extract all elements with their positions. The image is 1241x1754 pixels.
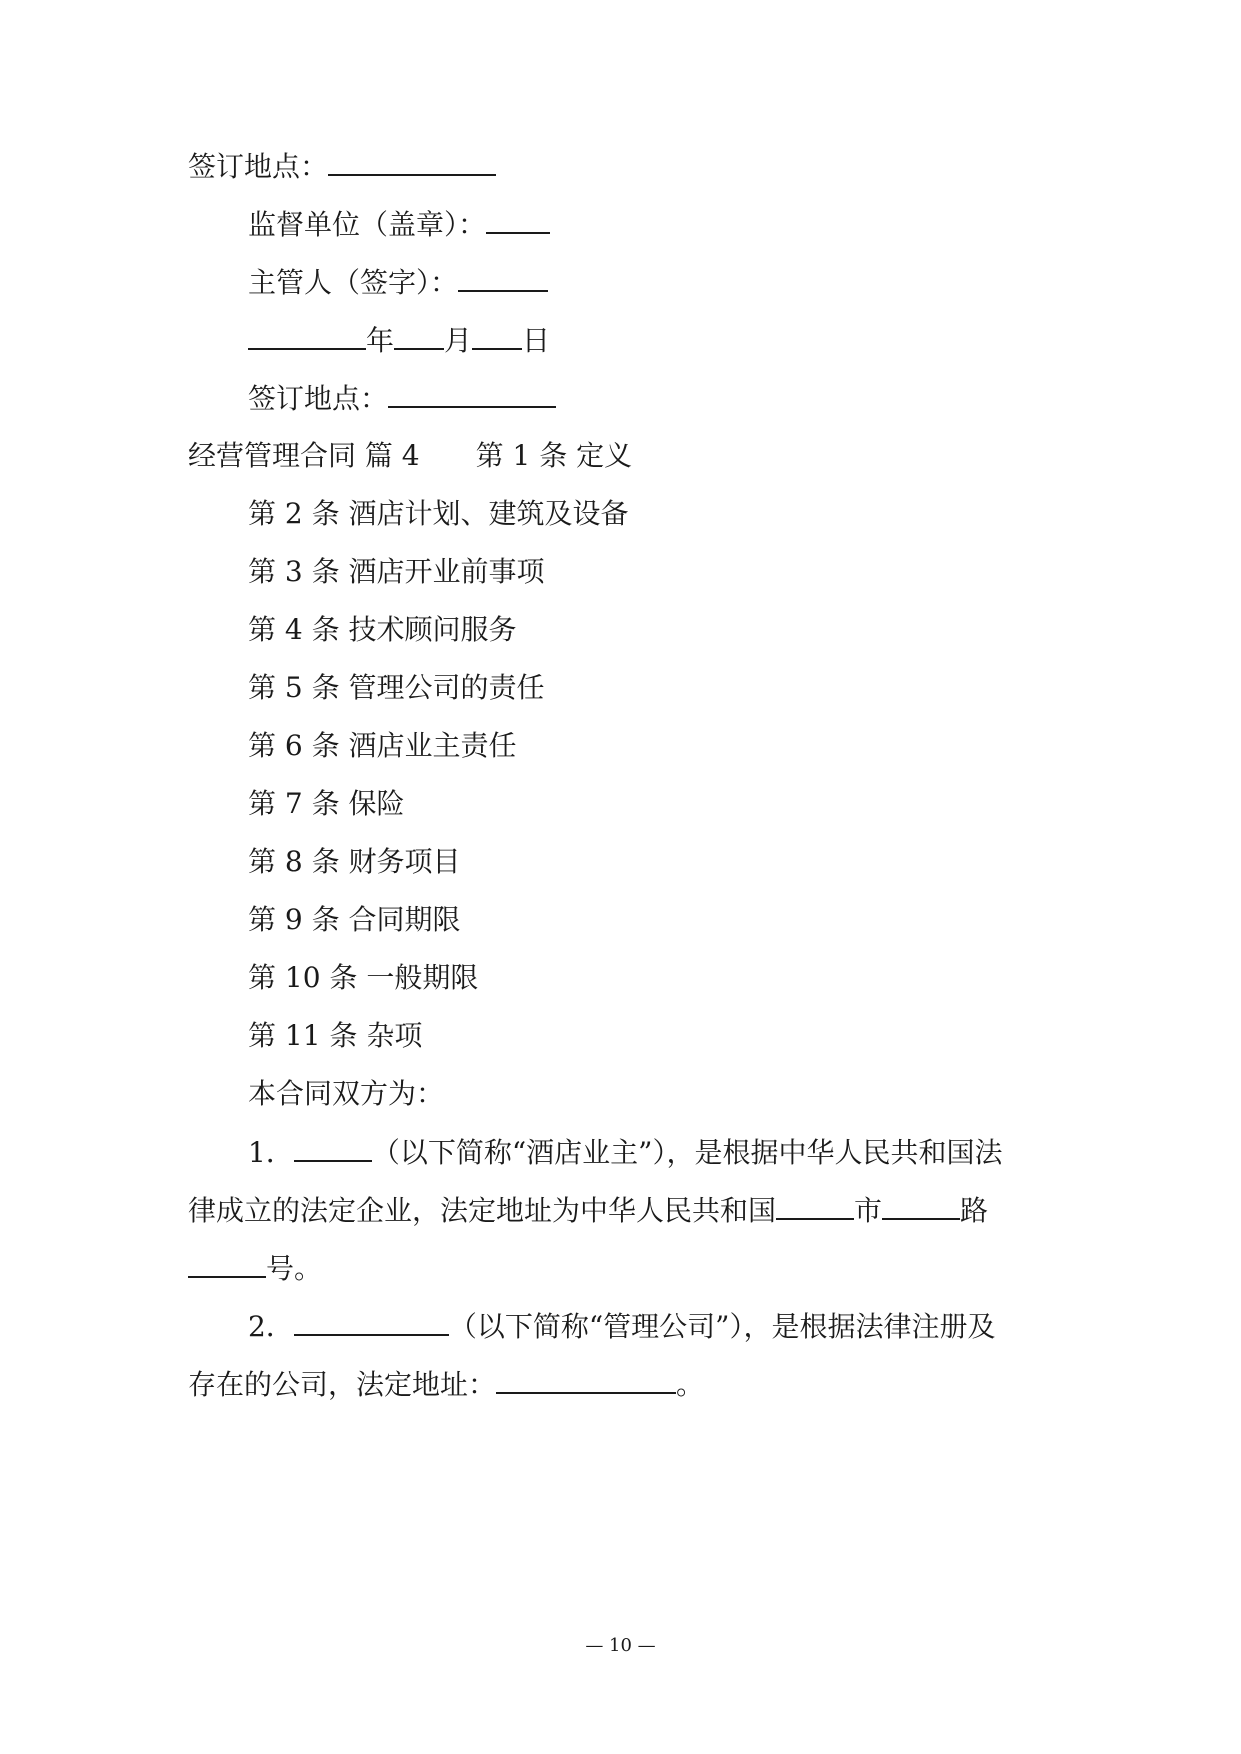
road-blank <box>882 1190 960 1220</box>
article-item: 第 11 条 杂项 <box>248 1019 423 1052</box>
article-1: 第 1 条 定义 <box>475 439 633 472</box>
party-2-text-b: 存在的公司，法定地址： <box>188 1368 497 1401</box>
month-blank <box>394 320 444 350</box>
parties-intro: 本合同双方为： <box>248 1077 445 1110</box>
city-label: 市 <box>854 1194 883 1227</box>
signing-place-line <box>188 146 1058 187</box>
party-1-text-b: 律成立的法定企业，法定地址为中华人民共和国 <box>188 1194 777 1227</box>
article-item: 第 8 条 财务项目 <box>248 845 461 878</box>
blank-field <box>328 146 496 176</box>
signing-place-label: 签订地点： <box>188 150 329 183</box>
article-item: 第 9 条 合同期限 <box>248 903 461 936</box>
date-line <box>248 320 1058 361</box>
party-2-line-1 <box>248 1306 1058 1347</box>
party-1-line-1 <box>248 1132 1058 1173</box>
article-item: 第 5 条 管理公司的责任 <box>248 671 545 704</box>
supervisor-unit-label: 监督单位（盖章）： <box>248 208 487 241</box>
party-2-number: 2． <box>248 1310 294 1343</box>
party-2-end: 。 <box>676 1368 705 1401</box>
day-label: 日 <box>522 324 551 357</box>
contract-heading-line <box>188 436 1058 476</box>
article-item: 第 3 条 酒店开业前事项 <box>248 555 545 588</box>
party-1-line-2 <box>188 1190 1058 1231</box>
party-2-name-blank <box>294 1306 449 1336</box>
supervisor-unit-line <box>248 204 1058 245</box>
number-label: 号。 <box>266 1252 323 1285</box>
city-blank <box>776 1190 854 1220</box>
road-label: 路 <box>960 1194 989 1227</box>
blank-field <box>458 262 548 292</box>
month-label: 月 <box>444 324 473 357</box>
number-blank <box>188 1248 266 1278</box>
signing-place-line-2 <box>248 378 1058 419</box>
year-blank <box>248 320 366 350</box>
day-blank <box>472 320 522 350</box>
page-number: — 10 — <box>585 1635 656 1656</box>
article-item: 第 2 条 酒店计划、建筑及设备 <box>248 497 629 530</box>
party-2-line-2 <box>188 1364 1058 1405</box>
party-1-text-a: （以下简称“酒店业主”），是根据中华人民共和国法 <box>371 1136 1003 1169</box>
party-1-name-blank <box>294 1132 372 1162</box>
blank-field <box>486 204 550 234</box>
address-blank <box>496 1364 676 1394</box>
article-item: 第 7 条 保险 <box>248 787 405 820</box>
signing-place-label: 签订地点： <box>248 382 389 415</box>
blank-field <box>388 378 556 408</box>
party-2-text-a: （以下简称“管理公司”），是根据法律注册及 <box>448 1310 996 1343</box>
supervisor-person-label: 主管人（签字）： <box>248 266 459 299</box>
year-label: 年 <box>366 324 395 357</box>
article-item: 第 6 条 酒店业主责任 <box>248 729 517 762</box>
party-1-line-3 <box>188 1248 1058 1289</box>
article-item: 第 4 条 技术顾问服务 <box>248 613 517 646</box>
contract-title: 经营管理合同 篇 4 <box>188 439 420 472</box>
supervisor-person-line <box>248 262 1058 303</box>
article-item: 第 10 条 一般期限 <box>248 961 479 994</box>
party-1-number: 1． <box>248 1136 294 1169</box>
